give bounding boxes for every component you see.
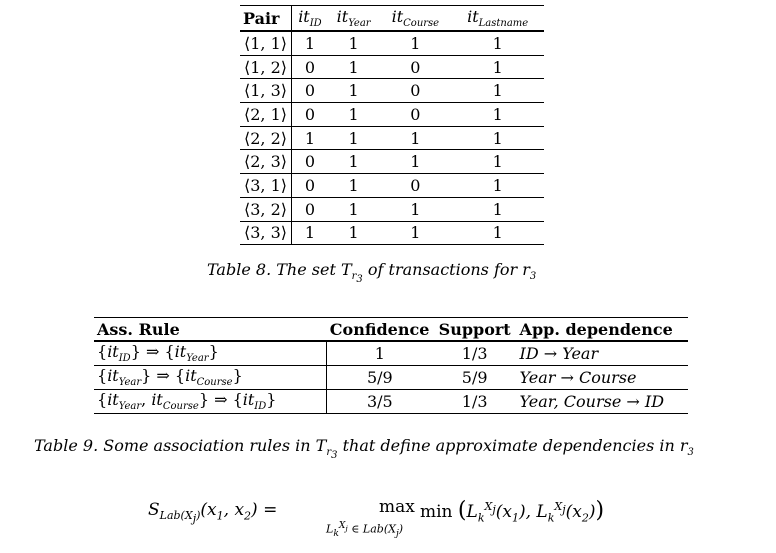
table-9 <box>94 317 688 414</box>
header-support: Support <box>438 319 511 339</box>
value-cell: 0 <box>304 152 316 172</box>
support-cell: 1/3 <box>461 392 488 411</box>
pair-cell: ⟨2, 3⟩ <box>240 150 292 174</box>
value-cell: 1 <box>348 104 359 124</box>
support-cell: 1/3 <box>461 344 488 363</box>
pair-cell: ⟨3, 3⟩ <box>240 221 292 245</box>
similarity-formula <box>148 494 648 550</box>
pair-cell: ⟨3, 2⟩ <box>240 197 292 221</box>
value-cell: 1 <box>410 199 421 219</box>
header-itYear: $it_{Year}$ <box>336 6 371 30</box>
support-cell: 5/9 <box>461 368 488 387</box>
value-cell: 0 <box>410 57 421 77</box>
value-cell: 1 <box>492 175 503 195</box>
table-row <box>240 197 544 221</box>
table-8-header-row <box>240 6 544 32</box>
value-cell: 0 <box>304 104 316 124</box>
value-cell: 1 <box>348 33 359 53</box>
header-app-dependence: App. dependence <box>519 319 673 339</box>
value-cell: 1 <box>410 33 421 53</box>
value-cell: 1 <box>492 223 503 243</box>
formula-max: max <box>379 497 415 517</box>
formula-lhs: $S_{Lab(X_j)}(x_1$, $x_2$) = <box>148 500 278 526</box>
table-row <box>240 55 544 79</box>
pair-cell: ⟨2, 1⟩ <box>240 103 292 127</box>
value-cell: 1 <box>348 57 359 77</box>
value-cell: 1 <box>348 128 359 148</box>
value-cell: 1 <box>348 81 359 101</box>
value-cell: 0 <box>304 57 316 77</box>
formula-rhs: $\min (L_k^{X_j}(x_1)$, $L_k^{X_j}(x_2)$) <box>420 498 605 525</box>
confidence-cell: 1 <box>374 344 385 363</box>
dependence-cell: ID → Year <box>519 344 599 363</box>
rule-cell: $\{it_{ID}\}$ ⇒ $\{it_{Year}\}$ <box>94 341 326 366</box>
table-row <box>240 150 544 174</box>
table-row <box>94 390 688 414</box>
rule-cell: $\{it_{Year}\}$ ⇒ $\{it_{Course}\}$ <box>94 366 326 390</box>
formula-max-subscript: $L_k^{X_j}$ ∈ $Lab(X_j)$ <box>326 520 404 539</box>
table-9-header-row <box>94 318 688 342</box>
dependence-cell: Year, Course → ID <box>519 392 665 411</box>
table-row <box>240 31 544 55</box>
pair-cell: ⟨2, 2⟩ <box>240 126 292 150</box>
value-cell: 1 <box>410 152 421 172</box>
value-cell: 0 <box>410 175 421 195</box>
dependence-cell: Year → Course <box>519 368 637 387</box>
value-cell: 1 <box>410 128 421 148</box>
value-cell: 0 <box>304 175 316 195</box>
value-cell: 1 <box>492 104 503 124</box>
table-row <box>240 221 544 245</box>
value-cell: 0 <box>410 104 421 124</box>
value-cell: 1 <box>492 128 503 148</box>
header-pair: Pair <box>240 6 292 32</box>
value-cell: 1 <box>304 33 316 53</box>
pair-cell: ⟨1, 2⟩ <box>240 55 292 79</box>
table-row <box>240 103 544 127</box>
table-8-caption: Table 8. The set $T_{r_3}$ of transactions for $r_3$ <box>207 260 537 286</box>
pair-cell: ⟨1, 1⟩ <box>240 31 292 55</box>
table-row <box>94 341 688 366</box>
header-ass-rule: Ass. Rule <box>97 319 180 339</box>
value-cell: 1 <box>348 223 359 243</box>
pair-cell: ⟨3, 1⟩ <box>240 174 292 198</box>
value-cell: 1 <box>348 152 359 172</box>
value-cell: 1 <box>348 175 359 195</box>
value-cell: 0 <box>304 81 316 101</box>
value-cell: 1 <box>304 223 316 243</box>
value-cell: 0 <box>304 199 316 219</box>
confidence-cell: 3/5 <box>366 392 393 411</box>
confidence-cell: 5/9 <box>366 368 393 387</box>
header-confidence: Confidence <box>329 319 430 339</box>
table-row <box>240 126 544 150</box>
value-cell: 1 <box>348 199 359 219</box>
table-row <box>240 174 544 198</box>
value-cell: 1 <box>410 223 421 243</box>
value-cell: 1 <box>304 128 316 148</box>
pair-cell: ⟨1, 3⟩ <box>240 79 292 103</box>
value-cell: 1 <box>492 152 503 172</box>
header-itID: $it_{ID}$ <box>298 6 322 30</box>
table-row <box>240 79 544 103</box>
table-row <box>94 366 688 390</box>
value-cell: 1 <box>492 81 503 101</box>
header-itLastname: $it_{Lastname}$ <box>467 6 529 30</box>
value-cell: 0 <box>410 81 421 101</box>
value-cell: 1 <box>492 199 503 219</box>
table-9-caption: Table 9. Some association rules in $T_{r_3}$ that define approximate dependencies in $r_3$ <box>34 436 694 462</box>
value-cell: 1 <box>492 33 503 53</box>
value-cell: 1 <box>492 57 503 77</box>
rule-cell: {$it_{Year}$, $it_{Course}$} ⇒ $\{it_{ID}\}$ <box>94 390 326 414</box>
table-8 <box>240 5 544 245</box>
header-itCourse: $it_{Course}$ <box>391 6 440 30</box>
